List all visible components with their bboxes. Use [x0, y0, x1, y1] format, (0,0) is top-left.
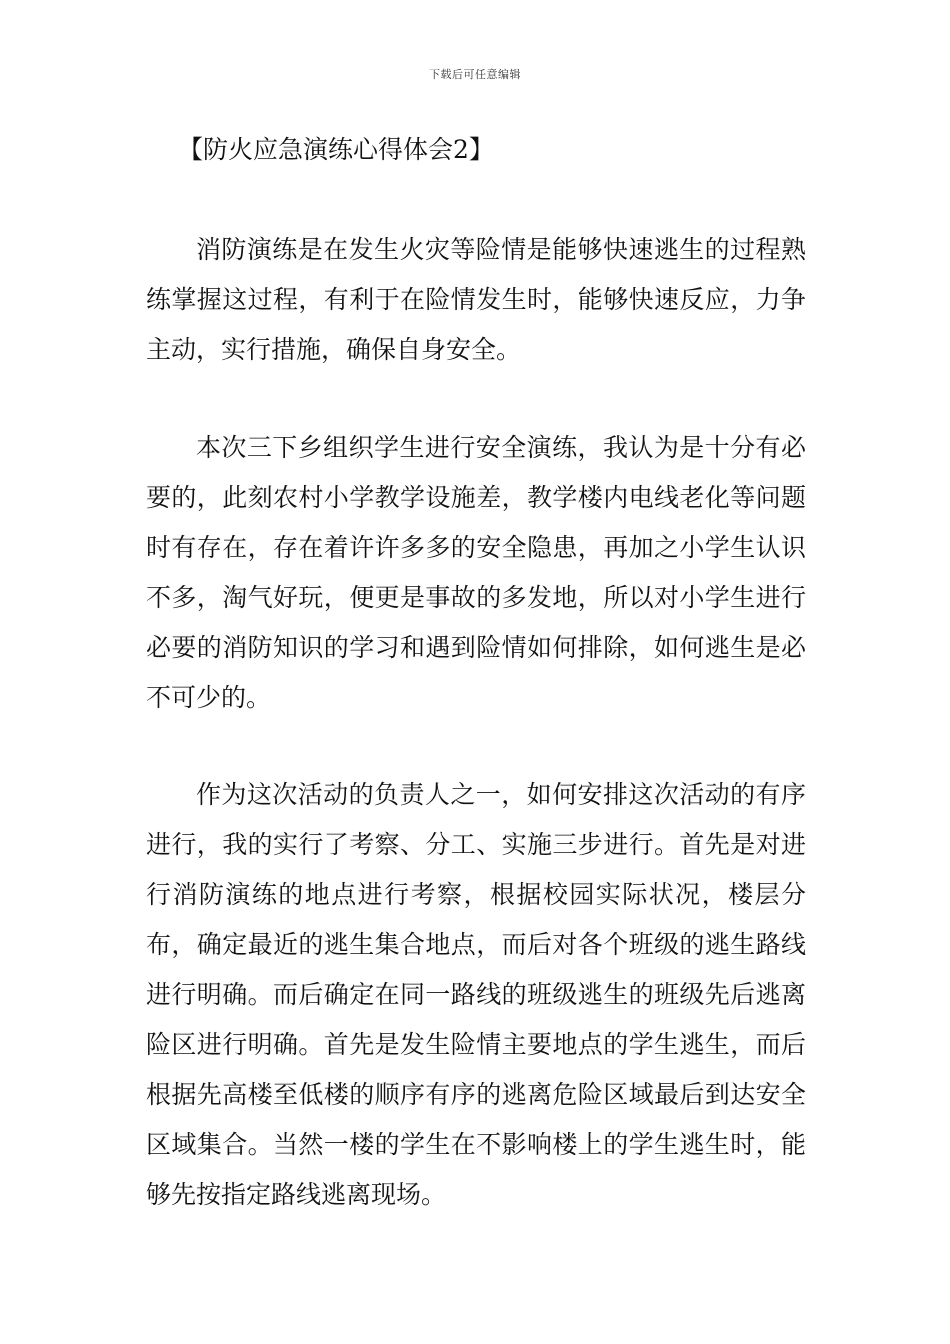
paragraph-2: 本次三下乡组织学生进行安全演练，我认为是十分有必要的，此刻农村小学教学设施差，教学楼内电线老化等问题时有存在，存在着许许多多的安全隐患，再加之小学生认识不多，淘气好玩，便更是事故的多发地，所以对小学生进行必要的消防知识的学习和遇到险情如何排除，如何逃生是必不可少的。 — [146, 433, 806, 712]
paragraph-1: 消防演练是在发生火灾等险情是能够快速逃生的过程熟练掌握这过程，有利于在险情发生时，能够快速反应，力争主动，实行措施，确保自身安全。 — [146, 235, 806, 364]
document-title: 【防火应急演练心得体会2】 — [178, 135, 494, 164]
header-note: 下载后可任意编辑 — [429, 68, 521, 81]
paragraph-3: 作为这次活动的负责人之一，如何安排这次活动的有序进行，我的实行了考察、分工、实施三步进行。首先是对进行消防演练的地点进行考察，根据校园实际状况，楼层分布，确定最近的逃生集合地点，而后对各个班级的逃生路线进行明确。而后确定在同一路线的班级逃生的班级先后逃离险区进行明确。首先是发生险情主要地点的学生逃生，而后根据先高楼至低楼的顺序有序的逃离危险区域最后到达安全区域集合。当然一楼的学生在不影响楼上的学生逃生时，能够先按指定路线逃离现场。 — [146, 780, 806, 1209]
